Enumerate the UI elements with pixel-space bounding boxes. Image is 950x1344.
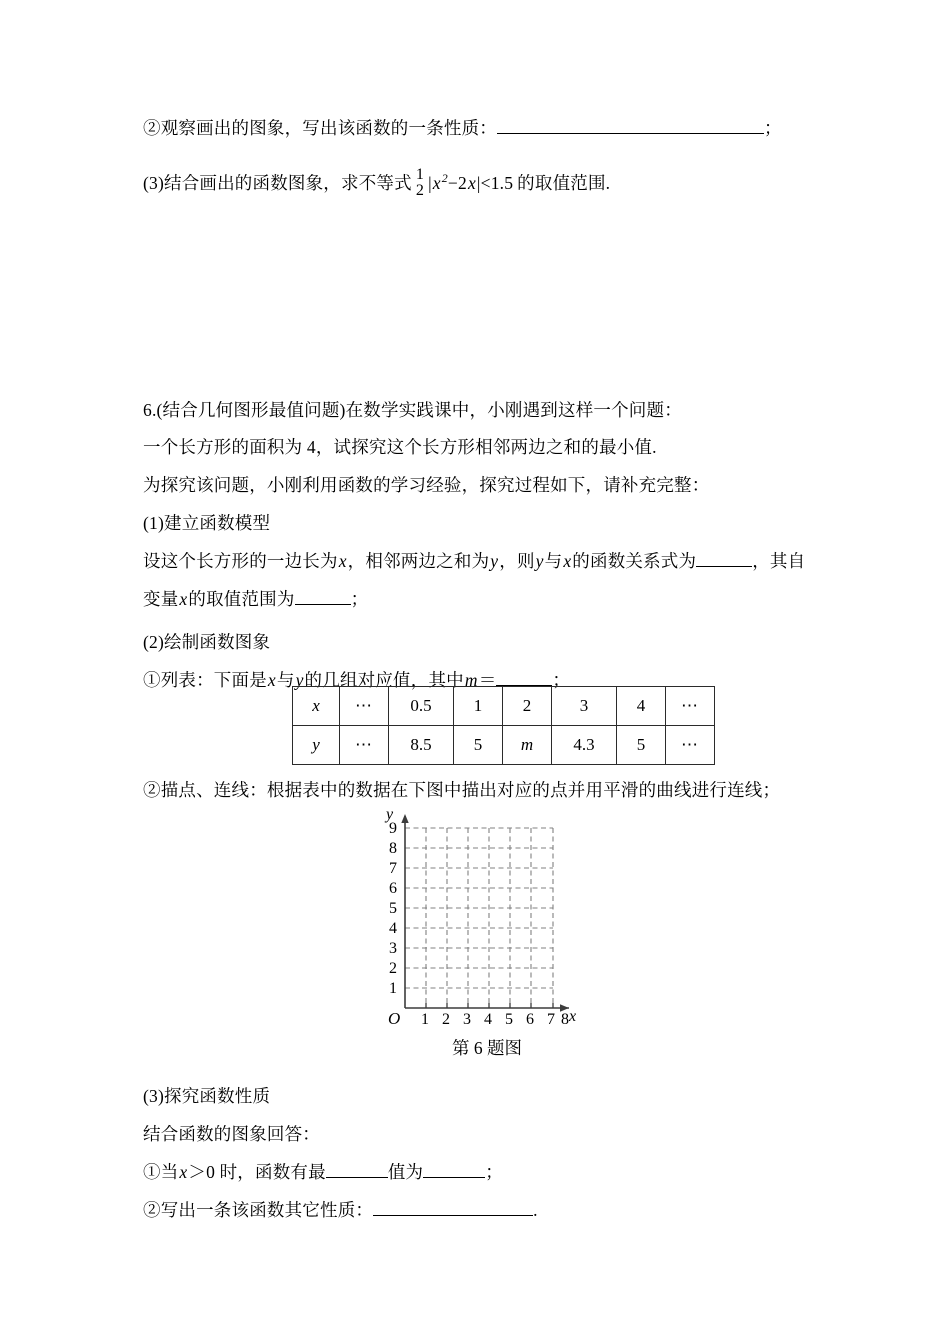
top-item-2-body: 观察画出的图象，写出该函数的一条性质： <box>160 118 498 138</box>
table-cell-x-5: 4 <box>617 687 666 726</box>
part1-line-2 <box>143 589 368 610</box>
y-tick-label-7: 7 <box>389 860 397 877</box>
part3-heading <box>143 1086 270 1107</box>
x-tick-label-3: 3 <box>463 1011 471 1028</box>
top-item-2 <box>143 118 782 139</box>
table-row-label-x: x <box>293 687 340 726</box>
x-tick-label-2: 2 <box>442 1011 450 1028</box>
part1-text-c: ，则 <box>499 551 535 571</box>
answer-blank-part1-range[interactable] <box>295 604 351 605</box>
table-row-label-y: y <box>293 726 340 765</box>
table-row-y <box>293 726 715 765</box>
y-tick-label-4: 4 <box>389 920 397 937</box>
top-item-3-prefix: (3)结合画出的函数图象，求不等式 <box>143 173 412 194</box>
table-row-x <box>293 687 715 726</box>
fraction-denominator: 2 <box>415 182 425 200</box>
part1-text-b: ，相邻两边之和为 <box>347 551 490 571</box>
part1-text-e: 的函数关系式为 <box>572 551 697 571</box>
part2-item1-equals: ＝ <box>478 670 497 690</box>
part3-lead <box>143 1124 320 1145</box>
expr-open-bar: | <box>428 173 432 194</box>
gridlines-vertical <box>426 828 553 1008</box>
table-cell-y-3: m <box>503 726 552 765</box>
x-tick-label-8: 8 <box>561 1011 569 1028</box>
part1-line2-var-x: x <box>179 589 188 609</box>
part1-line2-text-a: 变量 <box>143 589 179 609</box>
part3-item1-text-a: ①当 <box>143 1162 179 1182</box>
x-tick-label-7: 7 <box>547 1011 555 1028</box>
part3-item1-text-b: ＞0 时，函数有最 <box>188 1162 326 1182</box>
part2-heading-text: (2)绘制函数图象 <box>143 632 271 652</box>
fraction-numerator: 1 <box>415 166 425 183</box>
table-cell-x-1: 0.5 <box>389 687 454 726</box>
figure-caption: 第 6 题图 <box>452 1038 522 1058</box>
table-cell-x-3: 2 <box>503 687 552 726</box>
y-tick-label-1: 1 <box>389 980 397 997</box>
part3-item1-text-d: ； <box>485 1162 503 1182</box>
answer-blank-top-2[interactable] <box>497 133 764 134</box>
part2-item-2 <box>143 780 780 801</box>
answer-blank-part3-extreme-value[interactable] <box>423 1177 485 1178</box>
table-cell-y-6: ⋯ <box>666 726 715 765</box>
part2-item1-var-y: y <box>295 670 304 690</box>
coordinate-grid-svg <box>375 806 595 1046</box>
inequality-expression <box>428 173 513 193</box>
problem-intro-3-text: 为探究该问题，小刚利用函数的学习经验，探究过程如下，请补充完整： <box>143 475 710 495</box>
problem-intro-line-2 <box>143 437 657 458</box>
table-cell-x-2: 1 <box>454 687 503 726</box>
part1-var-y2: y <box>535 551 544 571</box>
expr-exponent: 2 <box>441 171 448 186</box>
part1-heading-text: (1)建立函数模型 <box>143 513 271 533</box>
part1-var-x: x <box>338 551 347 571</box>
y-tick-label-5: 5 <box>389 900 397 917</box>
part1-text-a: 设这个长方形的一边长为 <box>143 551 338 571</box>
part3-heading-text: (3)探究函数性质 <box>143 1086 271 1106</box>
top-item-2-text: ② <box>143 118 161 138</box>
y-tick-label-3: 3 <box>389 940 397 957</box>
problem-6-heading <box>143 400 682 421</box>
expr-minus-term: −2 <box>447 173 467 194</box>
part1-heading <box>143 513 270 534</box>
answer-blank-part1-relation[interactable] <box>696 566 752 567</box>
table-cell-y-2: 5 <box>454 726 503 765</box>
origin-label: O <box>388 1009 401 1028</box>
answer-blank-part3-other-property[interactable] <box>373 1215 533 1216</box>
x-tick-label-1: 1 <box>421 1011 429 1028</box>
part3-item1-var-x: x <box>179 1162 188 1182</box>
expr-var-x: x <box>432 173 441 194</box>
problem-intro-1: 在数学实践课中，小刚遇到这样一个问题： <box>345 400 682 420</box>
problem-intro-line-3 <box>143 475 709 496</box>
expr-close-bar: | <box>476 173 481 194</box>
part2-item1-text-b: 与 <box>276 670 295 690</box>
table-cell-y-1: 8.5 <box>389 726 454 765</box>
top-item-3 <box>143 168 610 201</box>
answer-blank-part3-extreme-type[interactable] <box>326 1177 388 1178</box>
xy-value-table <box>292 686 715 765</box>
part2-item2-text: ②描点、连线：根据表中的数据在下图中描出对应的点并用平滑的曲线进行连线； <box>143 780 781 800</box>
part1-line-1 <box>143 551 805 572</box>
part3-item1-text-c: 值为 <box>387 1162 424 1182</box>
fraction-one-half <box>414 167 426 200</box>
part1-var-y: y <box>490 551 499 571</box>
part2-item1-text-a: ①列表：下面是 <box>143 670 267 690</box>
x-tick-label-5: 5 <box>505 1011 513 1028</box>
part2-item1-text-c: 的几组对应值，其中 <box>304 670 464 690</box>
part1-text-f: ，其自 <box>752 551 806 571</box>
y-axis-arrow <box>401 814 408 823</box>
y-axis-label: y <box>386 806 394 823</box>
part3-item2-text-b: . <box>533 1200 538 1220</box>
table-cell-x-0: ⋯ <box>340 687 389 726</box>
part1-line2-text-c: ； <box>350 589 369 609</box>
part2-item1-var-m: m <box>464 670 478 690</box>
part2-item1-text-d: ； <box>552 670 571 690</box>
x-axis-label: x <box>569 1008 577 1025</box>
table-cell-y-4: 4.3 <box>552 726 617 765</box>
x-tick-label-4: 4 <box>484 1011 492 1028</box>
part2-heading <box>143 632 270 653</box>
table-cell-y-0: ⋯ <box>340 726 389 765</box>
problem-tag: (结合几何图形最值问题) <box>156 400 346 420</box>
part3-item2-text-a: ②写出一条该函数其它性质： <box>143 1200 374 1220</box>
y-tick-label-6: 6 <box>389 880 397 897</box>
x-tick-label-6: 6 <box>526 1011 534 1028</box>
part2-item1-var-x: x <box>267 670 276 690</box>
table-cell-y-5: 5 <box>617 726 666 765</box>
part3-lead-text: 结合函数的图象回答： <box>143 1124 320 1144</box>
y-tick-label-2: 2 <box>389 960 397 977</box>
y-tick-label-8: 8 <box>389 840 397 857</box>
part1-var-x2: x <box>563 551 572 571</box>
part1-line2-text-b: 的取值范围为 <box>188 589 295 609</box>
table-cell-x-4: 3 <box>552 687 617 726</box>
part3-item-1 <box>143 1162 503 1183</box>
coordinate-grid-figure <box>375 806 595 1046</box>
table-cell-x-6: ⋯ <box>666 687 715 726</box>
expr-relation: <1.5 <box>480 173 514 194</box>
expr-var-x2: x <box>467 173 476 194</box>
top-item-3-suffix: 的取值范围. <box>517 173 611 194</box>
part1-text-d: 与 <box>544 551 563 571</box>
y-tick-label-9: 9 <box>389 820 397 837</box>
problem-number: 6. <box>143 400 157 420</box>
problem-intro-2-text: 一个长方形的面积为 4，试探究这个长方形相邻两边之和的最小值. <box>143 437 657 457</box>
part3-item-2 <box>143 1200 538 1221</box>
top-item-2-suffix: ； <box>764 118 782 138</box>
